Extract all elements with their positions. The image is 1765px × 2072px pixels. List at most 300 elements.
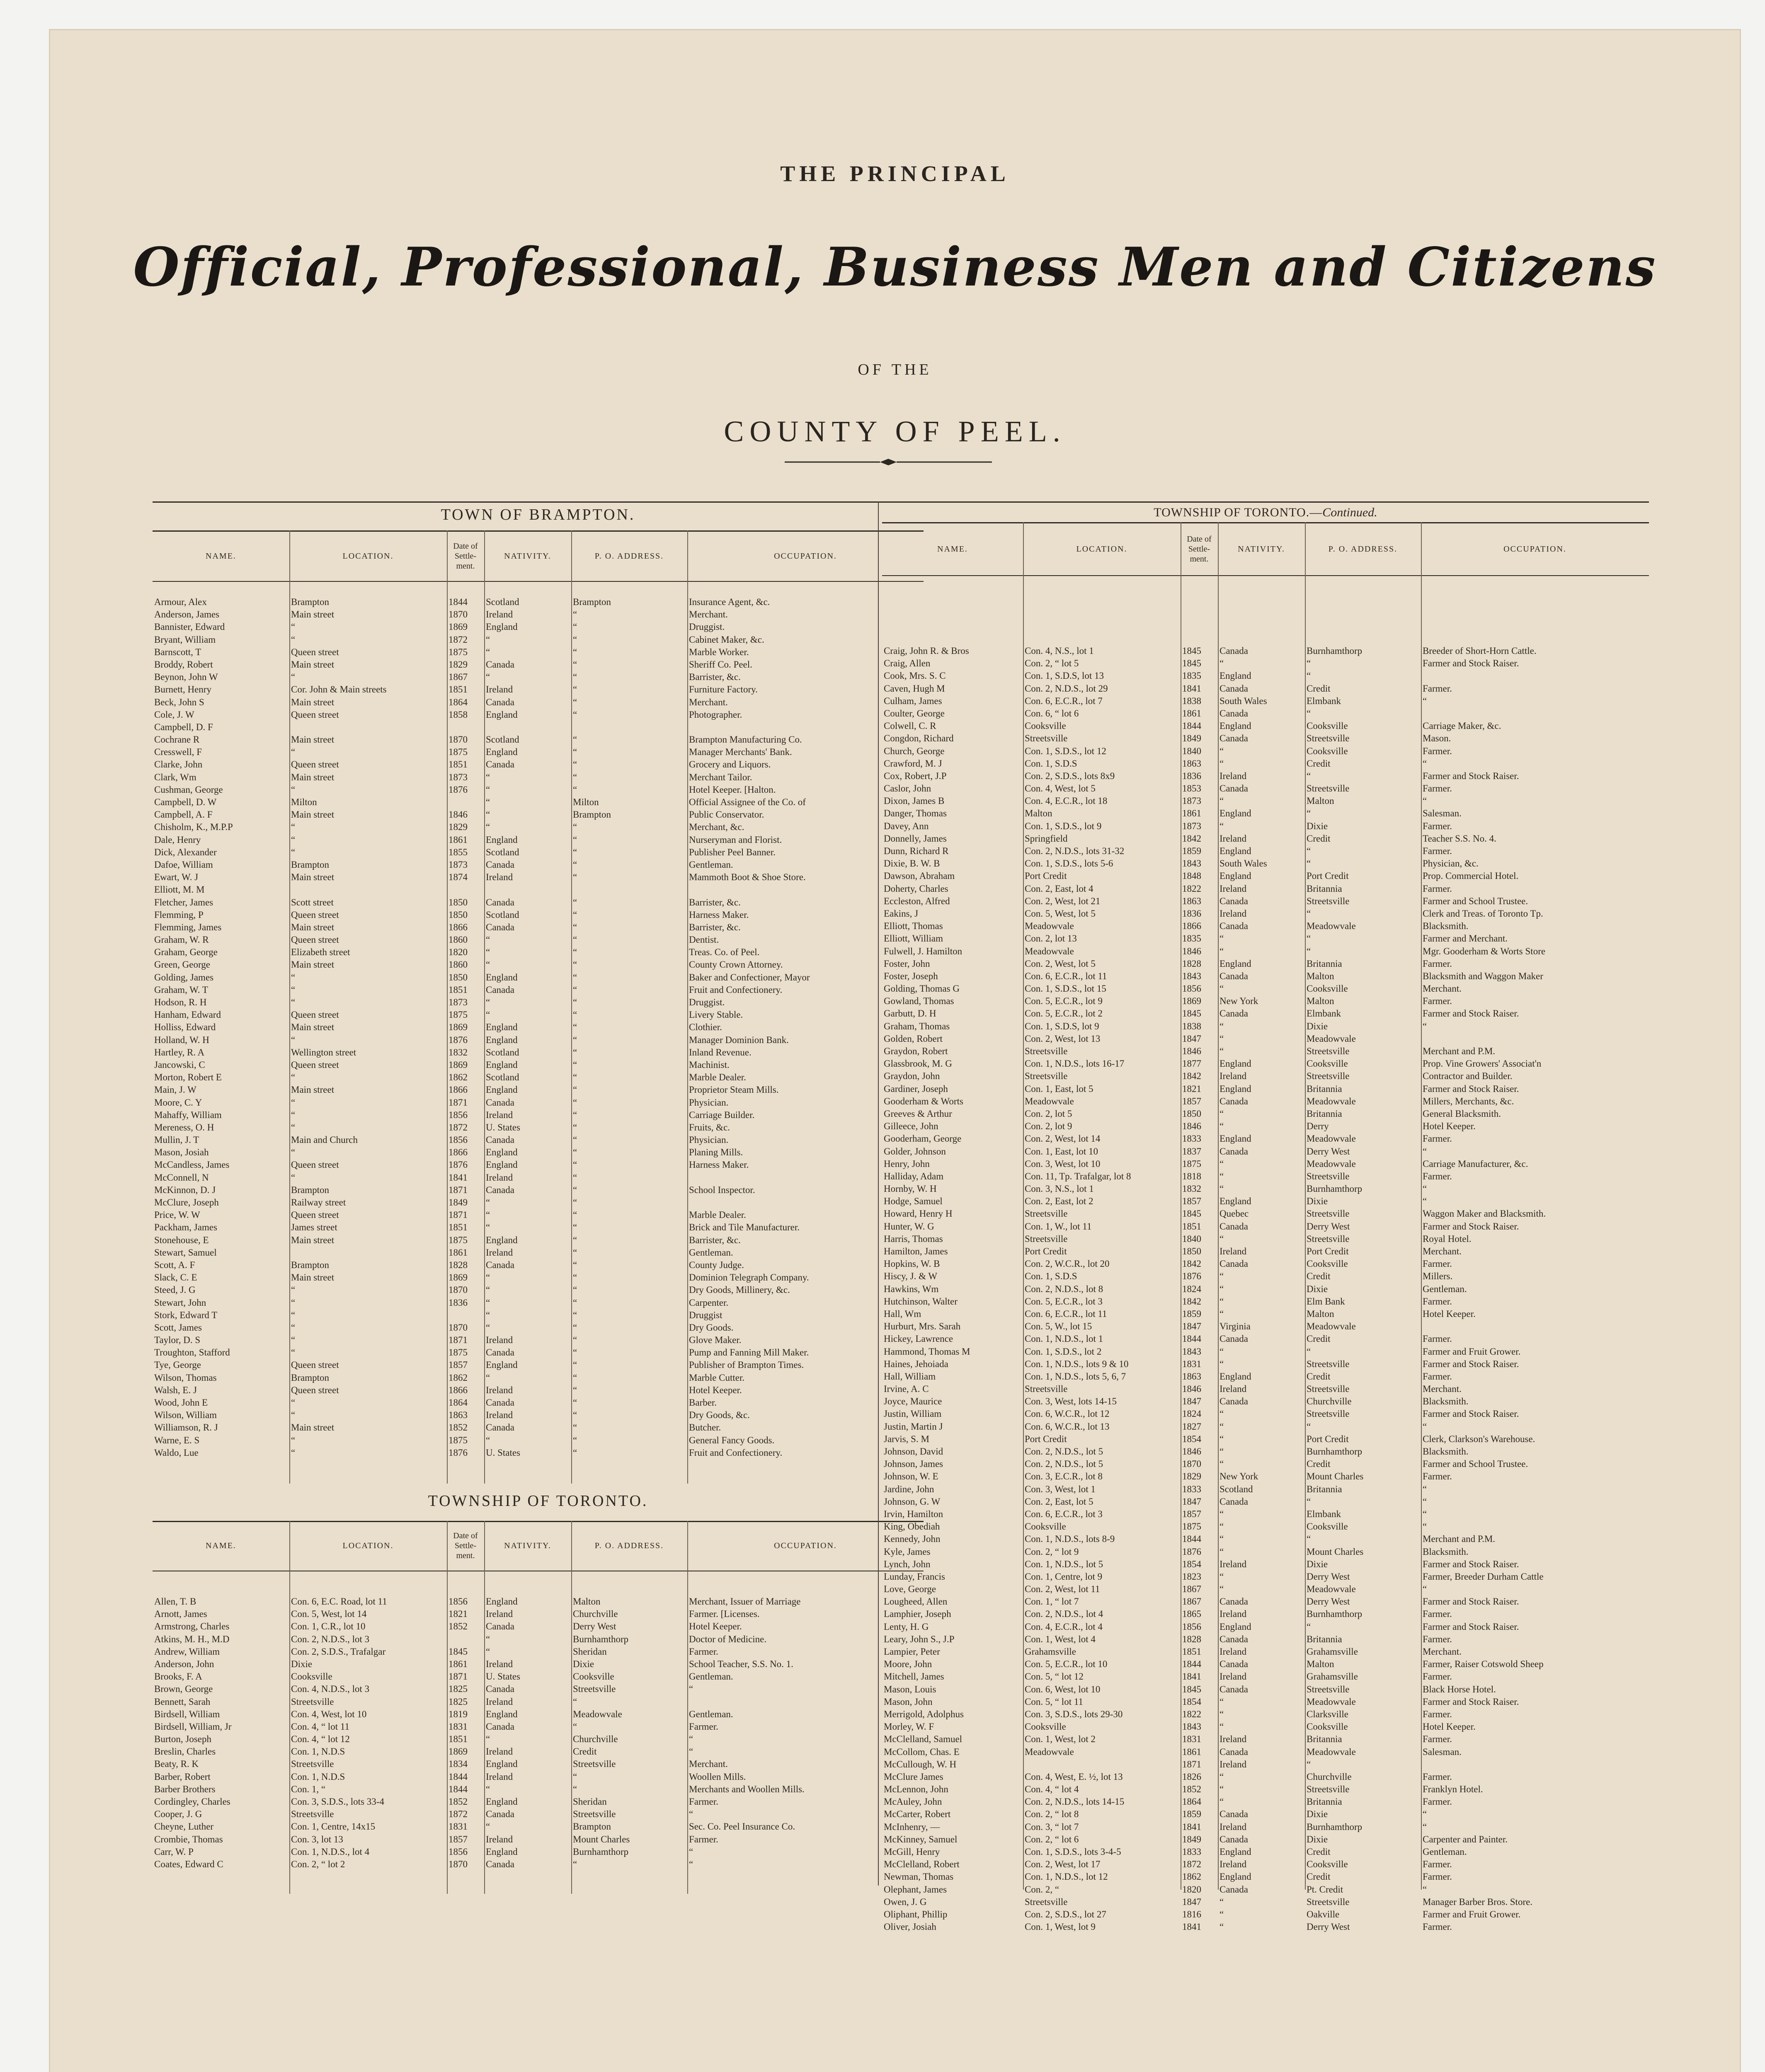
cell-date: 1856 — [449, 1135, 468, 1145]
table-row — [882, 1783, 1649, 1796]
cell-date: 1876 — [449, 784, 468, 795]
cell-date: 1861 — [449, 1247, 468, 1258]
toronto-continued-rows — [882, 645, 1649, 1933]
cell-name: Stewart, Samuel — [154, 1247, 217, 1258]
section-title-text: TOWNSHIP OF TORONTO.— — [1154, 506, 1323, 519]
cell-nativity: Canada — [1219, 683, 1248, 694]
cell-location: Main street — [291, 659, 335, 670]
cell-nativity: England — [1219, 1871, 1251, 1882]
cell-date: 1852 — [449, 1621, 468, 1632]
cell-location: Con. 2, East, lot 2 — [1025, 1196, 1093, 1207]
table-row — [153, 1708, 924, 1721]
cell-nativity: England — [486, 1596, 518, 1607]
table-row — [153, 608, 924, 621]
cell-name: Crombie, Thomas — [154, 1834, 223, 1844]
cell-nativity: England — [486, 1360, 518, 1370]
cell-name: Hurburt, Mrs. Sarah — [884, 1321, 961, 1332]
cell-nativity: Ireland — [1219, 1671, 1247, 1682]
cell-date: 1870 — [449, 734, 468, 745]
cell-occupation: Farmer. — [1423, 846, 1452, 856]
cell-occupation: Farmer. — [1423, 1671, 1452, 1682]
cell-name: Wilson, William — [154, 1410, 217, 1421]
cell-occupation: Carpenter and Painter. — [1423, 1834, 1508, 1844]
cell-nativity: England — [1219, 721, 1251, 731]
table-row — [882, 745, 1649, 758]
table-row — [153, 1820, 924, 1833]
cell-occupation: Farmer and School Trustee. — [1423, 1459, 1528, 1469]
cell-nativity: Canada — [1219, 1096, 1248, 1106]
table-row — [882, 1608, 1649, 1620]
header-po: P. O. ADDRESS. — [594, 1541, 664, 1550]
cell-occupation: Salesman. — [1423, 808, 1462, 819]
cell-name: McCollom, Chas. E — [884, 1746, 960, 1757]
cell-date: 1846 — [1182, 1446, 1201, 1457]
heading-title: Official, Professional, Business Men and Citizens — [133, 236, 1657, 298]
cell-date: 1849 — [1182, 733, 1201, 744]
cell-po: Britannia — [1307, 1484, 1342, 1494]
table-row — [882, 1683, 1649, 1696]
cell-location: Con. 5, West, lot 5 — [1025, 908, 1096, 919]
cell-po: “ — [573, 959, 577, 970]
cell-po: “ — [1307, 908, 1311, 919]
cell-date: 1836 — [449, 1297, 468, 1308]
cell-occupation: Druggist — [689, 1310, 722, 1320]
cell-po: “ — [573, 847, 577, 857]
table-row — [153, 934, 924, 946]
cell-po: Elmbank — [1307, 1508, 1341, 1519]
cell-name: Hutchinson, Walter — [884, 1296, 958, 1307]
cell-po: Burnhamthorp — [1307, 1821, 1363, 1832]
cell-location: Cooksville — [291, 1671, 332, 1682]
cell-name: Lamphier, Joseph — [884, 1609, 951, 1619]
cell-po: “ — [573, 1385, 577, 1395]
table-row — [882, 908, 1649, 920]
cell-location: Con. 3, S.D.S., lots 33-4 — [291, 1796, 384, 1807]
table-row — [153, 1658, 924, 1670]
cell-location: Cooksville — [1025, 721, 1066, 731]
cell-occupation: Sec. Co. Peel Insurance Co. — [689, 1821, 795, 1832]
cell-date: 1841 — [449, 1172, 468, 1183]
cell-location: Streetsville — [1025, 1046, 1068, 1056]
cell-occupation: Clerk and Treas. of Toronto Tp. — [1423, 908, 1543, 919]
cell-nativity: “ — [1219, 1709, 1224, 1719]
cell-po: “ — [573, 1259, 577, 1270]
cell-location: Main street — [291, 1272, 335, 1283]
cell-po: Dixie — [1307, 821, 1328, 831]
cell-occupation: “ — [1423, 1021, 1427, 1031]
cell-po: Meadowvale — [1307, 1158, 1356, 1169]
table-row — [882, 1295, 1649, 1308]
cell-location — [289, 1247, 447, 1259]
cell-po: Cooksville — [1307, 1521, 1348, 1532]
cell-nativity: “ — [1219, 1584, 1224, 1595]
cell-date: 1843 — [1182, 1346, 1201, 1357]
table-row — [882, 1721, 1649, 1733]
cell-occupation: Publisher Peel Banner. — [689, 847, 776, 857]
header-po: P. O. ADDRESS. — [594, 552, 664, 561]
cell-date: 1869 — [449, 1022, 468, 1033]
cell-po: Meadowvale — [1307, 1696, 1356, 1707]
cell-date: 1867 — [1182, 1596, 1201, 1607]
cell-name: Golden, Robert — [884, 1033, 943, 1044]
cell-po: “ — [573, 1447, 577, 1458]
cell-location: Con. 6, “ lot 6 — [1025, 708, 1079, 719]
cell-location: Queen street — [291, 759, 339, 770]
cell-nativity: Canada — [486, 859, 514, 870]
cell-nativity: U. States — [486, 1447, 521, 1458]
table-row — [153, 758, 924, 771]
cell-po: Dixie — [1307, 1021, 1328, 1031]
cell-date: 1824 — [1182, 1283, 1201, 1294]
cell-po: Meadowvale — [1307, 1096, 1356, 1106]
table-row — [882, 1120, 1649, 1133]
cell-name: Mason, John — [884, 1696, 933, 1707]
cell-nativity: “ — [1219, 796, 1224, 806]
cell-name: Elliott, Thomas — [884, 921, 943, 932]
cell-nativity: “ — [1219, 1409, 1224, 1419]
cell-nativity: “ — [486, 1009, 490, 1020]
cell-po: Streetsville — [1307, 1171, 1350, 1181]
table-row — [153, 696, 924, 709]
cell-nativity: Canada — [486, 1684, 514, 1694]
cell-name: Hunter, W. G — [884, 1221, 934, 1232]
table-row — [153, 1683, 924, 1695]
cell-date: 1851 — [449, 984, 468, 995]
table-row — [153, 946, 924, 959]
table-row — [882, 1045, 1649, 1058]
cell-name: Johnson, W. E — [884, 1471, 938, 1482]
cell-po: “ — [1307, 1759, 1311, 1769]
cell-occupation: Breeder of Short-Horn Cattle. — [1423, 646, 1537, 656]
cell-location: Con. 1, N.D.S., lots 16-17 — [1025, 1058, 1125, 1069]
cell-date: 1867 — [1182, 1584, 1201, 1595]
cell-name: Atkins, M. H., M.D — [154, 1634, 230, 1644]
cell-nativity: England — [1219, 1058, 1251, 1069]
cell-name: Cox, Robert, J.P — [884, 770, 947, 781]
cell-nativity: “ — [1219, 1909, 1224, 1920]
cell-occupation: “ — [1423, 1484, 1427, 1494]
cell-location: Con. 5, “ lot 11 — [1025, 1696, 1083, 1707]
cell-date: 1836 — [1182, 770, 1201, 781]
cell-date: 1869 — [449, 1746, 468, 1757]
table-row — [882, 1821, 1649, 1833]
cell-name: Mahaffy, William — [154, 1109, 222, 1120]
cell-po: Credit — [1307, 758, 1331, 769]
cell-date: 1871 — [449, 1097, 468, 1108]
table-row — [153, 1733, 924, 1745]
table-row — [153, 1409, 924, 1421]
cell-date — [447, 721, 484, 733]
cell-date: 1840 — [1182, 1233, 1201, 1244]
cell-name: McLennon, John — [884, 1784, 948, 1795]
cell-name: Elliott, M. M — [154, 884, 205, 895]
cell-po: Dixie — [1307, 1196, 1328, 1207]
cell-po: “ — [1307, 946, 1311, 956]
cell-nativity: “ — [1219, 933, 1224, 944]
cell-name: Graham, W. R — [154, 934, 209, 945]
cell-nativity: Scotland — [486, 597, 519, 607]
cell-po: “ — [573, 859, 577, 870]
cell-name: McKinney, Samuel — [884, 1834, 958, 1844]
cell-po: “ — [573, 972, 577, 983]
ornament-divider — [785, 458, 992, 466]
cell-po: Meadowvale — [1307, 921, 1356, 932]
cell-occupation: Prop. Commercial Hotel. — [1423, 871, 1519, 881]
cell-occupation: Farmer. — [689, 1721, 718, 1732]
cell-location: Dixie — [291, 1658, 313, 1669]
cell-nativity: Scotland — [486, 847, 519, 857]
cell-po: “ — [573, 1360, 577, 1370]
cell-nativity: England — [1219, 846, 1251, 856]
cell-nativity: Ireland — [486, 609, 513, 620]
cell-date: 1858 — [449, 709, 468, 720]
cell-date: 1866 — [449, 922, 468, 932]
cell-nativity: Ireland — [1219, 908, 1247, 919]
cell-nativity: England — [1219, 1371, 1251, 1382]
cell-po: “ — [573, 1422, 577, 1433]
cell-location: Main street — [291, 872, 335, 883]
cell-name: Clarke, John — [154, 759, 203, 770]
cell-name: Graydon, John — [884, 1071, 940, 1082]
cell-occupation: Public Conservator. — [689, 809, 764, 820]
cell-nativity: Ireland — [486, 1696, 513, 1707]
cell-occupation: Machinist. — [689, 1059, 730, 1070]
cell-location: Con. 5, W., lot 15 — [1025, 1321, 1092, 1332]
cell-nativity: Canada — [1219, 1259, 1248, 1269]
table-row — [153, 871, 924, 884]
cell-po: “ — [573, 1721, 577, 1732]
cell-nativity: Ireland — [1219, 833, 1247, 844]
cell-occupation: Farmer and Stock Raiser. — [1423, 1559, 1519, 1569]
cell-po: Streetsville — [1307, 1896, 1350, 1907]
cell-nativity: Canada — [1219, 1221, 1248, 1232]
section-title: TOWN OF BRAMPTON. — [441, 506, 635, 523]
cell-occupation: Butcher. — [689, 1422, 721, 1433]
cell-name: Justin, William — [884, 1409, 942, 1419]
cell-location: Con. 1, West, lot 9 — [1025, 1922, 1096, 1932]
cell-nativity: Canada — [1219, 1834, 1248, 1844]
cell-occupation — [1421, 1320, 1649, 1333]
cell-po: Britannia — [1307, 1083, 1342, 1094]
cell-location: “ — [291, 984, 296, 995]
cell-name: Walsh, E. J — [154, 1385, 197, 1395]
cell-date: 1818 — [1182, 1171, 1201, 1181]
cell-nativity: “ — [1219, 758, 1224, 769]
cell-nativity: “ — [486, 809, 490, 820]
table-row — [882, 983, 1649, 995]
cell-name: Greeves & Arthur — [884, 1108, 952, 1119]
cell-po: “ — [1307, 1346, 1311, 1357]
table-row — [153, 1259, 924, 1271]
cell-po: Streetsville — [1307, 896, 1350, 906]
table-row — [882, 1220, 1649, 1233]
cell-name: Mason, Josiah — [154, 1147, 209, 1158]
cell-date: 1841 — [1182, 1922, 1201, 1932]
cell-location: Con. 1, N.D.S — [291, 1746, 345, 1757]
cell-occupation: Blacksmith and Waggon Maker — [1423, 971, 1543, 981]
cell-po: Dixie — [1307, 1809, 1328, 1820]
cell-date: 1844 — [1182, 721, 1201, 731]
cell-nativity: England — [486, 622, 518, 632]
table-row — [153, 1309, 924, 1322]
cell-date: 1820 — [449, 947, 468, 958]
cell-nativity: England — [486, 1796, 518, 1807]
cell-nativity: Ireland — [486, 684, 513, 695]
cell-date: 1847 — [1182, 1896, 1201, 1907]
page-column-divider — [878, 501, 879, 1886]
table-row — [153, 683, 924, 696]
cell-occupation: Grocery and Liquors. — [689, 759, 771, 770]
cell-name: Eccleston, Alfred — [884, 896, 950, 906]
cell-occupation: Doctor of Medicine. — [689, 1634, 767, 1644]
cell-name: Craig, Allen — [884, 658, 931, 669]
cell-po: “ — [573, 646, 577, 657]
cell-date: 1853 — [1182, 783, 1201, 794]
cell-occupation: Baker and Confectioner, Mayor — [689, 972, 810, 983]
cell-location: “ — [291, 1410, 296, 1421]
cell-occupation: Farmer. — [1423, 1922, 1452, 1932]
cell-location: Streetsville — [1025, 1384, 1068, 1394]
cell-po: “ — [573, 1784, 577, 1794]
cell-location: Con. 2, “ lot 5 — [1025, 658, 1079, 669]
table-row — [153, 1322, 924, 1334]
cell-nativity: “ — [486, 1272, 490, 1283]
cell-date: 1875 — [1182, 1158, 1201, 1169]
cell-date: 1846 — [1182, 1046, 1201, 1056]
table-row — [153, 1184, 924, 1196]
table-row — [882, 683, 1649, 695]
table-row — [882, 1658, 1649, 1670]
cell-po: Dixie — [1307, 1559, 1328, 1569]
cell-nativity: “ — [486, 1322, 490, 1333]
cell-nativity: “ — [1219, 1296, 1224, 1307]
cell-occupation: Farmer. — [1423, 1296, 1452, 1307]
cell-nativity: Ireland — [1219, 770, 1247, 781]
cell-location: Con. 11, Tp. Trafalgar, lot 8 — [1025, 1171, 1131, 1181]
cell-name: Birdsell, William, Jr — [154, 1721, 232, 1732]
cell-name: Cresswell, F — [154, 747, 202, 758]
cell-name: Cooper, J. G — [154, 1809, 202, 1820]
table-row — [153, 1783, 924, 1796]
cell-date: 1859 — [1182, 1308, 1201, 1319]
cell-name: Cheyne, Luther — [154, 1821, 214, 1832]
cell-date: 1856 — [449, 1846, 468, 1857]
cell-po: “ — [573, 1097, 577, 1108]
cell-occupation — [1421, 670, 1649, 682]
cell-date: 1846 — [1182, 946, 1201, 956]
cell-date: 1869 — [449, 1059, 468, 1070]
cell-name: Hammond, Thomas M — [884, 1346, 970, 1357]
table-row — [882, 1571, 1649, 1583]
cell-occupation: Farmer. — [1423, 1859, 1452, 1870]
table-row — [153, 1159, 924, 1171]
cell-location: Meadowvale — [1025, 1746, 1074, 1757]
cell-po: “ — [573, 1696, 577, 1707]
cell-nativity: Ireland — [1219, 1071, 1247, 1082]
cell-name: Joyce, Maurice — [884, 1396, 942, 1407]
cell-location: “ — [291, 1285, 296, 1295]
cell-nativity: “ — [486, 1372, 490, 1383]
cell-location: “ — [291, 972, 296, 983]
cell-nativity: Canada — [486, 659, 514, 670]
cell-name: Colwell, C. R — [884, 721, 936, 731]
cell-date: 1833 — [1182, 1133, 1201, 1144]
cell-name: Gooderham, George — [884, 1133, 962, 1144]
page-sheet — [49, 29, 1741, 2072]
cell-date: 1836 — [1182, 908, 1201, 919]
cell-name: Broddy, Robert — [154, 659, 213, 670]
cell-occupation: Brick and Tile Manufacturer. — [689, 1222, 800, 1233]
cell-date: 1840 — [1182, 746, 1201, 756]
cell-name: Allen, T. B — [154, 1596, 196, 1607]
table-row — [882, 1746, 1649, 1758]
table-row — [882, 1358, 1649, 1370]
cell-name: Dafoe, William — [154, 859, 213, 870]
cell-nativity: “ — [486, 1210, 490, 1220]
cell-nativity: “ — [486, 934, 490, 945]
cell-location: Main street — [291, 1084, 335, 1095]
cell-date: 1856 — [449, 1596, 468, 1607]
cell-date: 1819 — [449, 1709, 468, 1719]
cell-name: Hodson, R. H — [154, 997, 207, 1007]
cell-po: “ — [1307, 933, 1311, 944]
cell-occupation: “ — [1423, 1421, 1427, 1432]
table-row — [882, 958, 1649, 970]
table-row — [153, 1071, 924, 1084]
table-row — [882, 1145, 1649, 1158]
table-row — [153, 1758, 924, 1770]
cell-po: Derry West — [1307, 1146, 1350, 1157]
table-row — [882, 920, 1649, 932]
cell-location: Con. 4, “ lot 11 — [291, 1721, 349, 1732]
cell-nativity: Ireland — [486, 1247, 513, 1258]
table-row — [153, 596, 924, 608]
cell-location: Con. 1, N.D.S., lot 4 — [291, 1846, 370, 1857]
cell-occupation: Merchant. — [689, 697, 728, 707]
cell-name: Lynch, John — [884, 1559, 931, 1569]
table-row — [153, 1221, 924, 1234]
header-location: LOCATION. — [342, 552, 394, 561]
cell-nativity: Ireland — [1219, 1734, 1247, 1745]
cell-date: 1835 — [1182, 670, 1201, 681]
table-row — [882, 1233, 1649, 1245]
cell-location: Con. 3, West, lot 10 — [1025, 1158, 1101, 1169]
cell-date: 1875 — [1182, 1521, 1201, 1532]
cell-date: 1854 — [1182, 1559, 1201, 1569]
cell-po: Malton — [573, 1596, 601, 1607]
cell-location: Streetsville — [1025, 1233, 1068, 1244]
table-row — [153, 1021, 924, 1034]
cell-date: 1851 — [449, 759, 468, 770]
cell-po: Cooksville — [1307, 1859, 1348, 1870]
cell-nativity: Canada — [1219, 783, 1248, 794]
cell-po: “ — [573, 1435, 577, 1445]
cell-nativity: Ireland — [1219, 1609, 1247, 1619]
cell-po: “ — [1307, 670, 1311, 681]
cell-po — [571, 721, 687, 733]
cell-occupation: Clerk, Clarkson's Warehouse. — [1423, 1433, 1535, 1444]
cell-name: Moore, C. Y — [154, 1097, 202, 1108]
cell-nativity: England — [486, 1234, 518, 1245]
cell-name: Green, George — [154, 959, 210, 970]
cell-nativity: England — [486, 1084, 518, 1095]
table-row — [882, 645, 1649, 657]
cell-location: Con. 1, C.R., lot 10 — [291, 1621, 366, 1632]
table-row — [882, 1833, 1649, 1846]
cell-po: Brampton — [573, 809, 611, 820]
cell-location: Con. 1, S.D.S., lots 3-4-5 — [1025, 1847, 1121, 1857]
cell-nativity: Ireland — [486, 1834, 513, 1844]
